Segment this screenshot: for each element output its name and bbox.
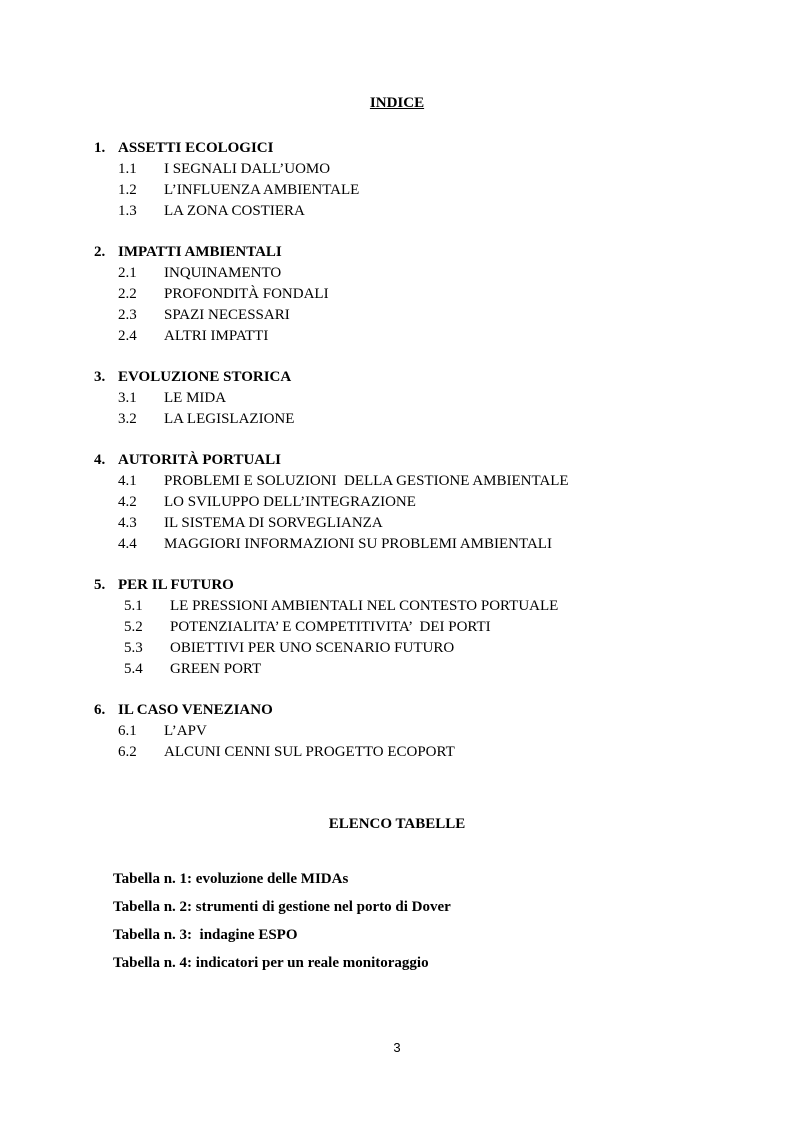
page-number: 3: [393, 1040, 401, 1055]
entry-number: 5.2: [124, 619, 143, 635]
table-entry[interactable]: Tabella n. 3: indagine ESPO: [113, 927, 298, 943]
toc-entry[interactable]: [94, 388, 754, 409]
entry-title: OBIETTIVI PER UNO SCENARIO FUTURO: [170, 640, 455, 656]
entry-title: INQUINAMENTO: [164, 265, 282, 281]
entry-number: 1.1: [118, 161, 137, 177]
section-title: ASSETTI ECOLOGICI: [118, 140, 274, 156]
entry-title: POTENZIALITA’ E COMPETITIVITA’ DEI PORTI: [170, 619, 491, 635]
section-title: AUTORITÀ PORTUALI: [118, 452, 281, 468]
entry-number: 5.4: [124, 661, 143, 677]
section-heading[interactable]: [94, 700, 754, 721]
table-entry[interactable]: Tabella n. 4: indicatori per un reale monitoraggio: [113, 955, 429, 971]
toc-entry[interactable]: [94, 596, 754, 617]
toc-section: [94, 367, 754, 430]
entry-title: SPAZI NECESSARI: [164, 307, 290, 323]
entry-title: PROFONDITÀ FONDALI: [164, 286, 329, 302]
section-heading[interactable]: [94, 138, 754, 159]
entry-number: 2.2: [118, 286, 137, 302]
section-number: 4.: [94, 452, 106, 468]
entry-number: 4.4: [118, 536, 137, 552]
section-heading[interactable]: [94, 575, 754, 596]
entry-title: L’INFLUENZA AMBIENTALE: [164, 182, 360, 198]
toc-section: [94, 575, 754, 680]
toc-entry[interactable]: [94, 305, 754, 326]
table-entry[interactable]: Tabella n. 2: strumenti di gestione nel porto di Dover: [113, 899, 451, 915]
entry-number: 2.4: [118, 328, 137, 344]
entry-title: LA LEGISLAZIONE: [164, 411, 295, 427]
section-heading[interactable]: [94, 450, 754, 471]
toc-entry[interactable]: [94, 180, 754, 201]
entry-number: 4.3: [118, 515, 137, 531]
section-number: 3.: [94, 369, 106, 385]
toc-entry[interactable]: [94, 284, 754, 305]
entry-title: IL SISTEMA DI SORVEGLIANZA: [164, 515, 383, 531]
entry-title: PROBLEMI E SOLUZIONI DELLA GESTIONE AMBIENTALE: [164, 473, 569, 489]
toc-entry[interactable]: [94, 326, 754, 347]
table-entry[interactable]: Tabella n. 1: evoluzione delle MIDAs: [113, 871, 349, 887]
section-number: 6.: [94, 702, 106, 718]
section-heading[interactable]: [94, 242, 754, 263]
entry-title: MAGGIORI INFORMAZIONI SU PROBLEMI AMBIENTALI: [164, 536, 552, 552]
entry-title: LA ZONA COSTIERA: [164, 203, 305, 219]
toc-entry[interactable]: [94, 638, 754, 659]
entry-number: 6.2: [118, 744, 137, 760]
toc-entry[interactable]: [94, 201, 754, 222]
entry-title: LE MIDA: [164, 390, 227, 406]
entry-number: 1.3: [118, 203, 137, 219]
entry-number: 4.1: [118, 473, 137, 489]
toc-entry[interactable]: [94, 513, 754, 534]
entry-title: LO SVILUPPO DELL’INTEGRAZIONE: [164, 494, 416, 510]
toc-entry[interactable]: [94, 263, 754, 284]
entry-title: L’APV: [164, 723, 207, 739]
entry-title: LE PRESSIONI AMBIENTALI NEL CONTESTO PORTUALE: [170, 598, 559, 614]
entry-number: 5.1: [124, 598, 143, 614]
toc-entry[interactable]: [94, 721, 754, 742]
toc-entry[interactable]: [94, 742, 754, 763]
entry-number: 6.1: [118, 723, 137, 739]
entry-number: 1.2: [118, 182, 137, 198]
section-number: 1.: [94, 140, 106, 156]
toc-entry[interactable]: [94, 659, 754, 680]
toc-entry[interactable]: [94, 409, 754, 430]
section-title: IL CASO VENEZIANO: [118, 702, 273, 718]
tables-list: [113, 869, 451, 981]
section-number: 5.: [94, 577, 106, 593]
entry-title: ALTRI IMPATTI: [164, 328, 269, 344]
toc-entry[interactable]: [94, 492, 754, 513]
section-title: IMPATTI AMBIENTALI: [118, 244, 282, 260]
tables-list-title: ELENCO TABELLE: [328, 816, 466, 832]
toc-section: [94, 138, 754, 222]
entry-title: I SEGNALI DALL’UOMO: [164, 161, 331, 177]
toc-section: [94, 242, 754, 347]
toc-section: [94, 450, 754, 555]
entry-number: 4.2: [118, 494, 137, 510]
section-number: 2.: [94, 244, 106, 260]
section-title: EVOLUZIONE STORICA: [118, 369, 292, 385]
table-of-contents: [94, 138, 754, 783]
toc-entry[interactable]: [94, 534, 754, 555]
page-title: INDICE: [369, 95, 425, 111]
entry-number: 3.1: [118, 390, 137, 406]
toc-entry[interactable]: [94, 471, 754, 492]
toc-entry[interactable]: [94, 617, 754, 638]
entry-title: GREEN PORT: [170, 661, 262, 677]
entry-number: 2.1: [118, 265, 137, 281]
entry-number: 2.3: [118, 307, 137, 323]
entry-number: 5.3: [124, 640, 143, 656]
section-title: PER IL FUTURO: [118, 577, 234, 593]
entry-title: ALCUNI CENNI SUL PROGETTO ECOPORT: [164, 744, 455, 760]
section-heading[interactable]: [94, 367, 754, 388]
toc-entry[interactable]: [94, 159, 754, 180]
entry-number: 3.2: [118, 411, 137, 427]
toc-section: [94, 700, 754, 763]
